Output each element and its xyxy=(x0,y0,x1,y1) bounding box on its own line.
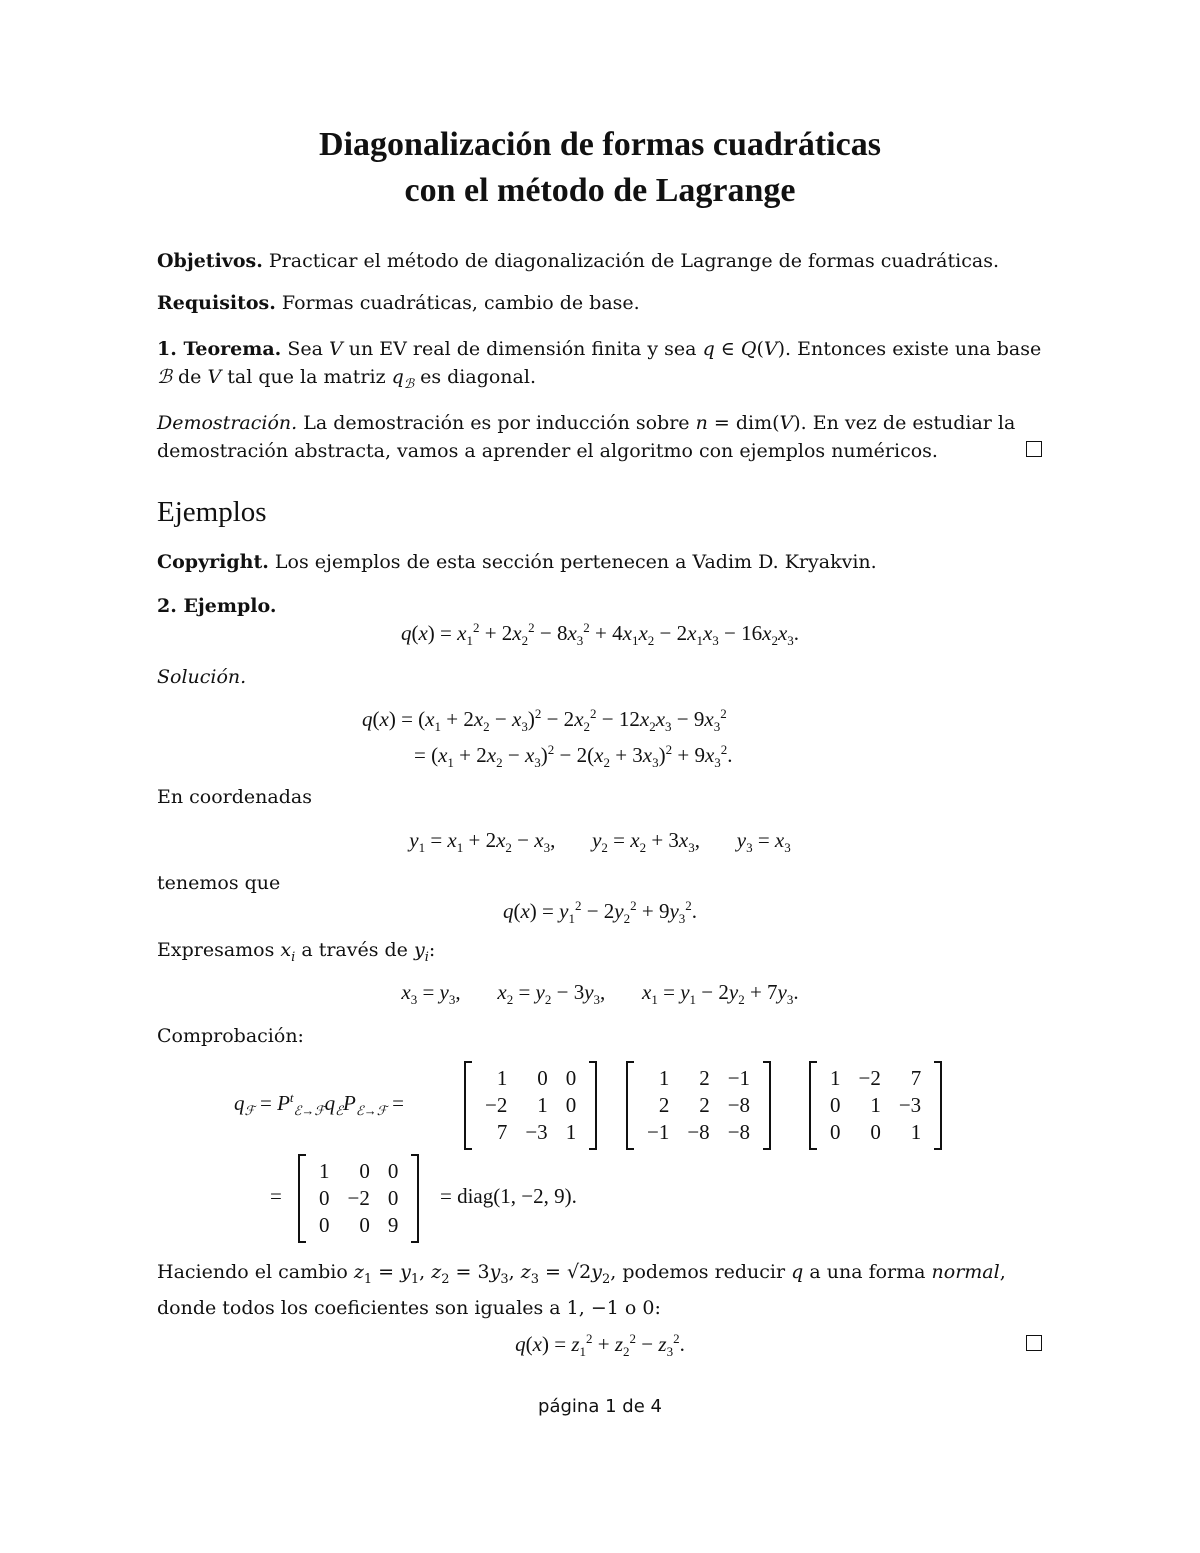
matrix-cell: 2 xyxy=(658,1093,670,1117)
tenemos-text: tenemos que xyxy=(157,872,281,894)
equals-sign: = xyxy=(270,1184,282,1208)
requisitos-label: Requisitos. xyxy=(157,292,276,314)
matrix-cell: 0 xyxy=(387,1159,399,1183)
equation-q-y: $q(x) = y_1^2 - 2y_2^2 + 9y_3^2$. xyxy=(502,898,698,927)
matrix-cell: −2 xyxy=(485,1093,508,1117)
matrix-cell: −2 xyxy=(858,1066,881,1090)
matrix-row xyxy=(638,1119,759,1146)
matrix-row xyxy=(310,1158,407,1185)
equation-coordinates: $y_1 = x_1 + 2x_2 - x_3$, $y_2 = x_2 + 3x_3$, $y_3 = x_3$ xyxy=(409,828,791,856)
haciendo-paragraph: Haciendo el cambio $z_1 = y_1$, $z_2 = 3y_3$, $z_3 = √2y_2$, podemos reducir q a una forma normal, donde todos los coeficientes son iguales a 1, −1 o 0: xyxy=(157,1261,1006,1319)
qed-box xyxy=(1026,441,1042,457)
matrix-cell: −1 xyxy=(647,1120,670,1144)
matrix-row xyxy=(638,1092,759,1119)
matrix-row xyxy=(821,1119,930,1146)
matrix-row xyxy=(476,1092,585,1119)
matrix-cell: 0 xyxy=(359,1159,370,1183)
matrix-cell: −8 xyxy=(727,1120,751,1144)
matrix-cell: −3 xyxy=(525,1120,548,1144)
ejemplo-label-line xyxy=(157,592,1047,620)
matrix-cell: −3 xyxy=(898,1093,922,1117)
matrix-cell: 1 xyxy=(910,1120,922,1144)
equation-inverse: $x_3 = y_3$, $x_2 = y_2 - 3y_3$, $x_1 = y_1 - 2y_2 + 7y_3$. xyxy=(401,980,799,1008)
matrix-cell: 0 xyxy=(387,1186,399,1210)
objetivos-paragraph xyxy=(157,247,1047,275)
matrix-cell: 1 xyxy=(319,1159,330,1183)
requisitos-text: Formas cuadráticas, cambio de base. xyxy=(281,292,640,314)
matrix-cell: 2 xyxy=(699,1093,710,1117)
equation-completing-1: $q(x) = (x_1 + 2x_2 - x_3)^2 - 2x_2^2 - 12x_2x_3 - 9x_3^2$ xyxy=(362,706,727,735)
matrix-cell: 0 xyxy=(830,1120,841,1144)
qed-box-2 xyxy=(1026,1335,1042,1351)
matrix-cell: 9 xyxy=(387,1213,399,1237)
matrix-p xyxy=(809,1061,942,1150)
matrix-row xyxy=(821,1065,930,1092)
section-heading: Ejemplos xyxy=(157,496,267,528)
objetivos-label: Objetivos. xyxy=(157,250,263,272)
teorema-label: 1. Teorema. xyxy=(157,338,282,360)
matrix-row xyxy=(310,1212,407,1239)
matrix-row xyxy=(821,1092,930,1119)
matrix-cell: 1 xyxy=(870,1093,881,1117)
requisitos-paragraph xyxy=(157,289,1047,317)
matrix-row xyxy=(310,1185,407,1212)
matrix-cell: 0 xyxy=(319,1186,330,1210)
teorema-paragraph: 1. Teorema. Sea V un EV real de dimensión finita y sea q ∈ Q(V). Entonces existe una base ℬ de V tal que la matriz $q_ℬ$ es diagonal. xyxy=(157,338,1042,392)
title-line-2: con el método de Lagrange xyxy=(404,172,796,209)
matrix-cell: 1 xyxy=(830,1066,841,1090)
matrix-cell: −1 xyxy=(727,1066,751,1090)
matrix-cell: 0 xyxy=(565,1093,577,1117)
copyright-text: Los ejemplos de esta sección pertenecen a Vadim D. Kryakvin. xyxy=(274,551,877,573)
expresamos-paragraph: Expresamos $x_i$ a través de $y_i$: xyxy=(157,939,436,965)
equation-check-lhs: $q_ℱ = P^t_{ℰ\to ℱ}q_ℰP_{ℰ\to ℱ}$ = xyxy=(234,1090,405,1119)
matrix-result xyxy=(298,1154,419,1243)
equation-q: $q(x) = x_1^2 + 2x_2^2 - 8x_3^2 + 4x_1x_2 - 2x_1x_3 - 16x_2x_3$. xyxy=(400,620,800,649)
matrix-row xyxy=(476,1119,585,1146)
matrix-cell: 2 xyxy=(699,1066,710,1090)
equation-normal-form: $q(x) = z_1^2 + z_2^2 - z_3^2$. xyxy=(515,1331,685,1360)
demostracion-label: Demostración. xyxy=(157,412,298,434)
matrix-cell: 0 xyxy=(537,1066,548,1090)
matrix-q-e xyxy=(626,1061,771,1150)
matrix-cell: −8 xyxy=(687,1120,710,1144)
matrix-cell: 1 xyxy=(496,1066,508,1090)
ejemplo-label: 2. Ejemplo. xyxy=(157,595,277,617)
matrix-cell: 7 xyxy=(910,1066,922,1090)
matrix-cell: 1 xyxy=(537,1093,548,1117)
solucion-label: Solución. xyxy=(157,666,247,688)
copyright-paragraph xyxy=(157,548,1047,576)
matrix-row xyxy=(638,1065,759,1092)
demostracion-paragraph: Demostración. La demostración es por inducción sobre n = dim(V). En vez de estudiar la demostración abstracta, vamos a aprender el algoritmo con ejemplos numéricos. xyxy=(157,412,1016,462)
matrix-cell: 0 xyxy=(359,1213,370,1237)
objetivos-text: Practicar el método de diagonalización de Lagrange de formas cuadráticas. xyxy=(268,250,999,272)
matrix-cell: 1 xyxy=(565,1120,577,1144)
matrix-cell: 0 xyxy=(319,1213,330,1237)
matrix-cell: −8 xyxy=(727,1093,751,1117)
matrix-cell: 0 xyxy=(830,1093,841,1117)
matrix-cell: 0 xyxy=(565,1066,577,1090)
page-footer: página 1 de 4 xyxy=(538,1396,662,1417)
solucion-line xyxy=(157,663,1047,691)
coordenadas-text: En coordenadas xyxy=(157,786,312,808)
diag-result: = diag(1, −2, 9). xyxy=(440,1184,577,1208)
matrix-p-transpose xyxy=(464,1061,597,1150)
equation-completing-2: = $(x_1 + 2x_2 - x_3)^2 - 2(x_2 + 3x_3)^2 + 9x_3^2$. xyxy=(414,742,733,771)
matrix-row xyxy=(476,1065,585,1092)
matrix-cell: 0 xyxy=(870,1120,881,1144)
matrix-cell: 1 xyxy=(658,1066,670,1090)
comprobacion-text: Comprobación: xyxy=(157,1025,304,1047)
matrix-cell: 7 xyxy=(496,1120,508,1144)
copyright-label: Copyright. xyxy=(157,551,269,573)
matrix-cell: −2 xyxy=(347,1186,370,1210)
title-line-1: Diagonalización de formas cuadráticas xyxy=(319,126,881,163)
